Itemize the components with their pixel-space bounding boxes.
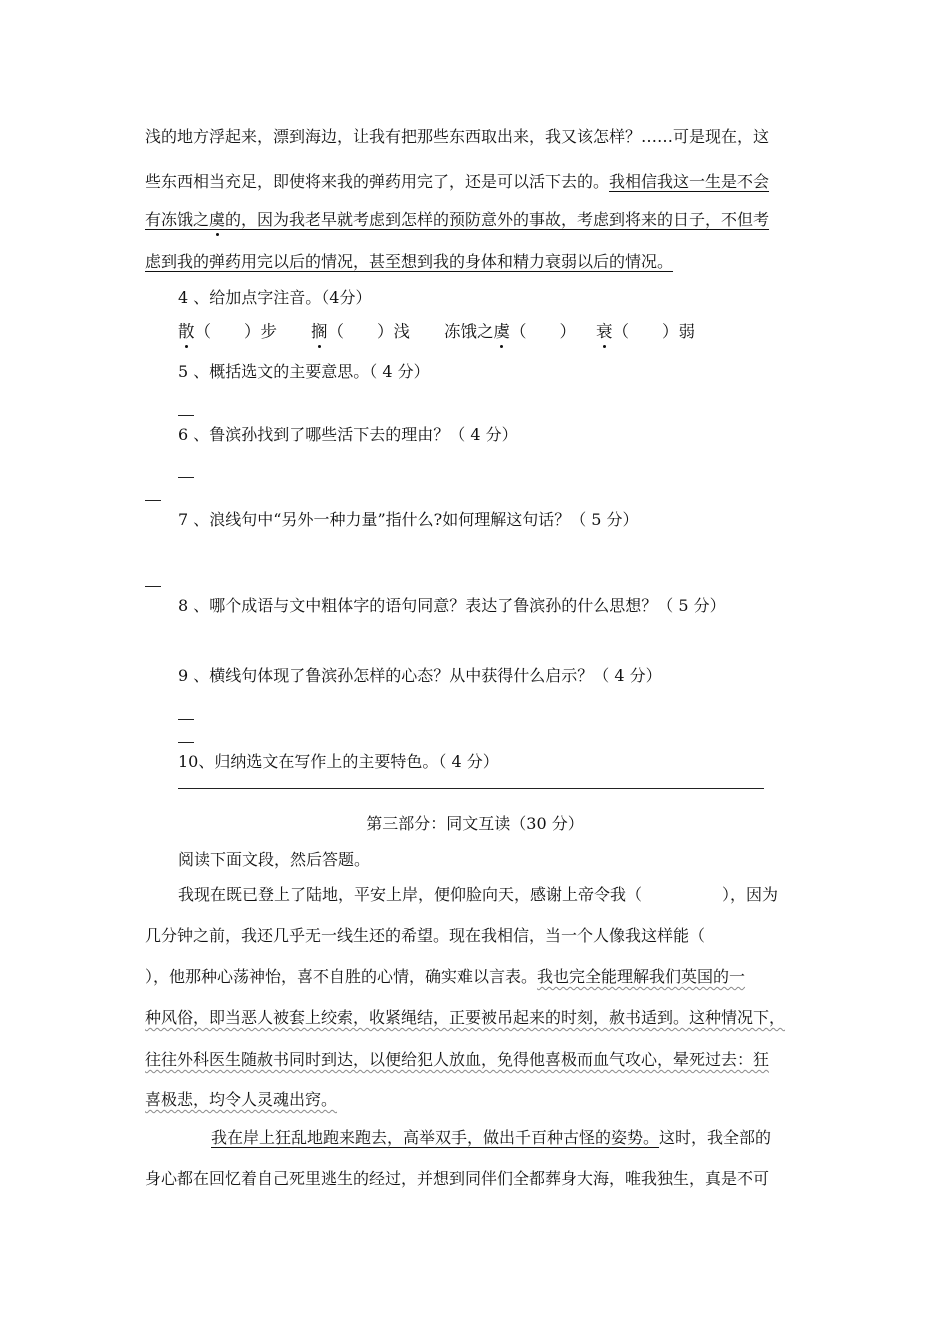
part3-p1-line1 — [178, 885, 778, 905]
passage1-line3-a: 有冻饿之 — [145, 210, 210, 229]
dotted-char-yu: 虞 — [209, 210, 226, 229]
part3-p1-line4: 种风俗，即当恶人被套上绞索，收紧绳结，正要被吊起来的时刻，赦书适到。这种情况下， — [145, 1008, 786, 1027]
answer-line-q10 — [178, 788, 764, 789]
part3-instruction: 阅读下面文段，然后答题。 — [178, 850, 371, 869]
answer-dash-q6b — [145, 500, 161, 501]
question-9: 9 、横线句体现了鲁滨孙怎样的心态？从中获得什么启示？（ 4 分） — [178, 666, 662, 685]
part3-p1-line2: 几分钟之前，我还几乎无一线生还的希望。现在我相信，当一个人像我这样能（ — [145, 926, 706, 945]
q4-char-san: 散 — [178, 322, 195, 341]
question-4-items — [178, 322, 695, 342]
part3-p1-line1-a: 我现在既已登上了陆地，平安上岸，便仰脸向天，感谢上帝令我（ — [178, 885, 643, 904]
q4-char-shuai: 衰 — [596, 322, 613, 341]
part3-p1-line3-plain: ），他那种心荡神怡，喜不自胜的心情，确实难以言表。 — [145, 967, 538, 986]
passage1-line3-b: 的，因为我老早就考虑到怎样的预防意外的事故，考虑到将来的日子，不但考 — [225, 210, 770, 229]
question-10: 10、归纳选文在写作上的主要特色。（ 4 分） — [178, 752, 499, 771]
passage1-line2 — [145, 172, 769, 192]
part3-p2-line1 — [211, 1128, 771, 1148]
q4-char-yu: 虞 — [493, 322, 510, 341]
passage1-line3 — [145, 210, 769, 230]
part3-p2-line2: 身心都在回忆着自己死里逃生的经过，并想到同伴们全都葬身大海，唯我独生，真是不可 — [145, 1169, 770, 1188]
passage1-line2-underlined: 我相信我这一生是不会 — [609, 172, 770, 191]
part3-p1-line5: 往往外科医生随赦书同时到达，以便给犯人放血，免得他喜极而血气攻心，晕死过去：狂 — [145, 1050, 770, 1069]
passage1-line4: 虑到我的弹药用完以后的情况，甚至想到我的身体和精力衰弱以后的情况。 — [145, 252, 674, 271]
answer-dash-q6 — [178, 477, 194, 478]
question-7: 7 、浪线句中“另外一种力量”指什么?如何理解这句话？（ 5 分） — [178, 510, 639, 529]
part3-p2-line1-plain: 这时，我全部的 — [659, 1128, 772, 1147]
part3-p1-line3-wavy: 我也完全能理解我们英国的一 — [537, 967, 746, 986]
answer-dash-q5 — [178, 415, 194, 416]
question-6: 6 、鲁滨孙找到了哪些活下去的理由？（ 4 分） — [178, 425, 518, 444]
question-4: 4 、给加点字注音。（4分） — [178, 288, 372, 307]
question-5: 5 、概括选文的主要意思。（ 4 分） — [178, 362, 430, 381]
passage1-line1: 浅的地方浮起来，漂到海边，让我有把那些东西取出来，我又该怎样？……可是现在，这 — [145, 127, 770, 146]
q4-char-ge: 搁 — [311, 322, 328, 341]
part3-title: 第三部分：同文互读（30 分） — [366, 814, 584, 833]
answer-dash-q9 — [178, 719, 194, 720]
q4-item-c-pre: 冻饿之 — [444, 322, 494, 341]
part3-p2-line1-underlined: 我在岸上狂乱地跑来跑去，高举双手，做出千百种古怪的姿势。 — [211, 1128, 660, 1147]
q4-item-c-rest: （ ） — [510, 322, 576, 341]
q4-item-d-rest: （ ）弱 — [612, 322, 695, 341]
q4-item-a-rest: （ ）步 — [194, 322, 277, 341]
question-8: 8 、哪个成语与文中粗体字的语句同意？表达了鲁滨孙的什么思想？（ 5 分） — [178, 596, 726, 615]
part3-p1-line3 — [145, 967, 745, 987]
answer-dash-q7 — [145, 586, 161, 587]
part3-p1-line1-b: ），因为 — [722, 885, 779, 904]
part3-p1-line6: 喜极悲，均令人灵魂出窍。 — [145, 1090, 338, 1109]
answer-dash-q9b — [178, 742, 194, 743]
q4-item-b-rest: （ ）浅 — [327, 322, 410, 341]
passage1-line2-plain: 些东西相当充足，即使将来我的弹药用完了，还是可以活下去的。 — [145, 172, 610, 191]
